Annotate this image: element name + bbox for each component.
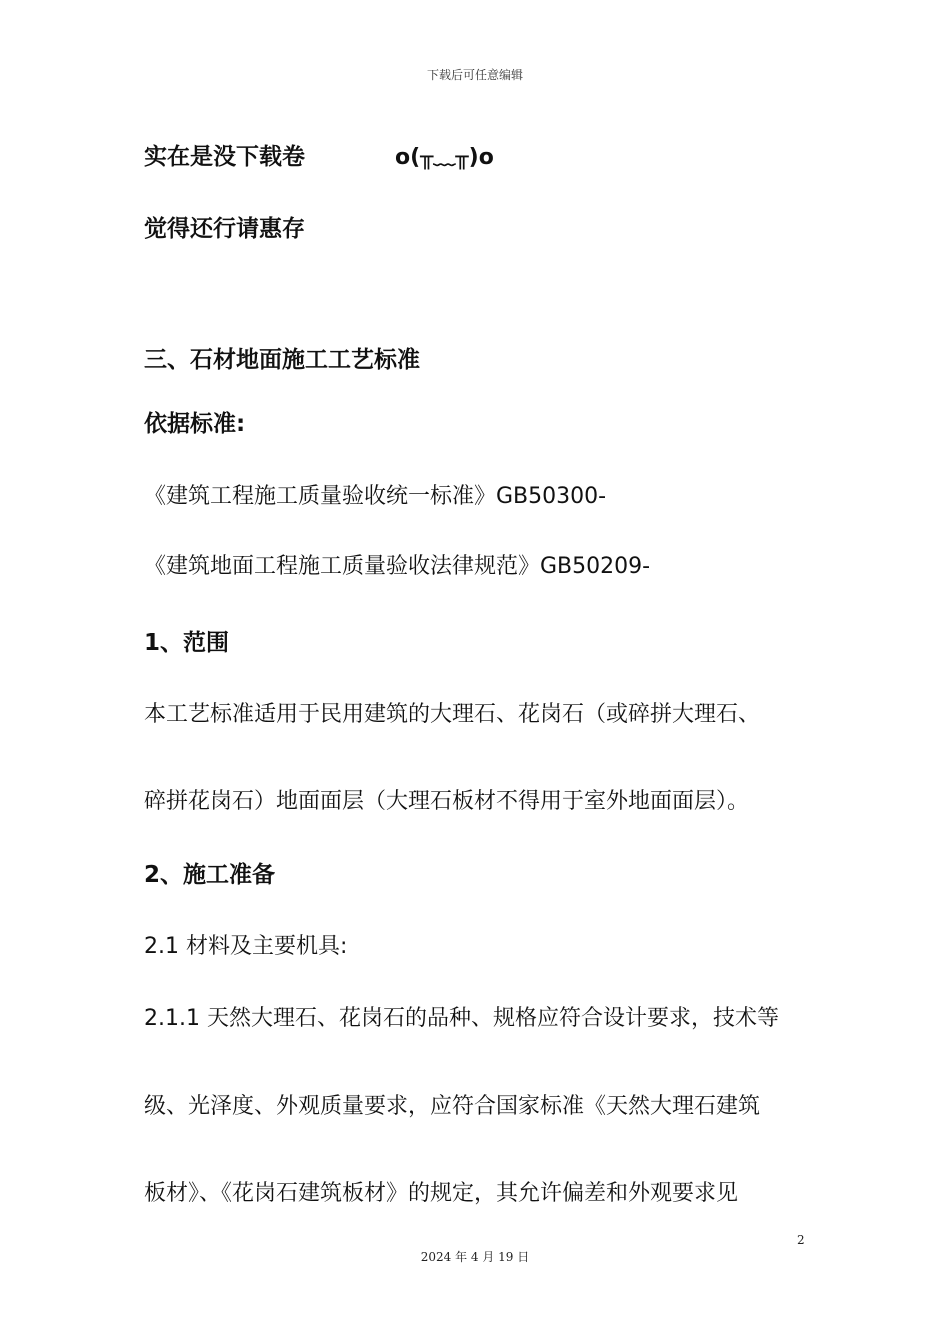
- prep-line: 板材》、《花岗石建筑板材》的规定，其允许偏差和外观要求见: [144, 1181, 739, 1206]
- prep-line: 2.1.1 天然大理石、花岗石的品种、规格应符合设计要求，技术等: [144, 1006, 779, 1031]
- basis-label: 依据标准:: [144, 411, 246, 437]
- prep-line: 级、光泽度、外观质量要求，应符合国家标准《天然大理石建筑: [144, 1094, 761, 1119]
- scope-line: 碎拼花岗石）地面面层（大理石板材不得用于室外地面面层）。: [144, 789, 750, 814]
- header-note: 下载后可任意编辑: [426, 68, 523, 82]
- standard-item: 《建筑地面工程施工质量验收法律规范》GB50209-: [144, 554, 651, 579]
- prep-heading: 2、施工准备: [144, 862, 276, 888]
- scope-line: 本工艺标准适用于民用建筑的大理石、花岗石（或碎拼大理石、: [144, 702, 761, 727]
- crying-emoticon: o(╥﹏╥)o: [395, 145, 494, 170]
- prep-sub-heading: 2.1 材料及主要机具:: [144, 934, 348, 959]
- standard-item: 《建筑工程施工质量验收统一标准》GB50300-: [144, 484, 607, 509]
- page-number: 2: [797, 1233, 805, 1247]
- intro-line-1: 实在是没下载卷: [144, 144, 305, 170]
- section-title: 三、石材地面施工工艺标准: [144, 347, 420, 373]
- scope-heading: 1、范围: [144, 630, 230, 656]
- footer-date: 2024 年 4 月 19 日: [420, 1250, 530, 1264]
- intro-line-2: 觉得还行请惠存: [144, 216, 305, 242]
